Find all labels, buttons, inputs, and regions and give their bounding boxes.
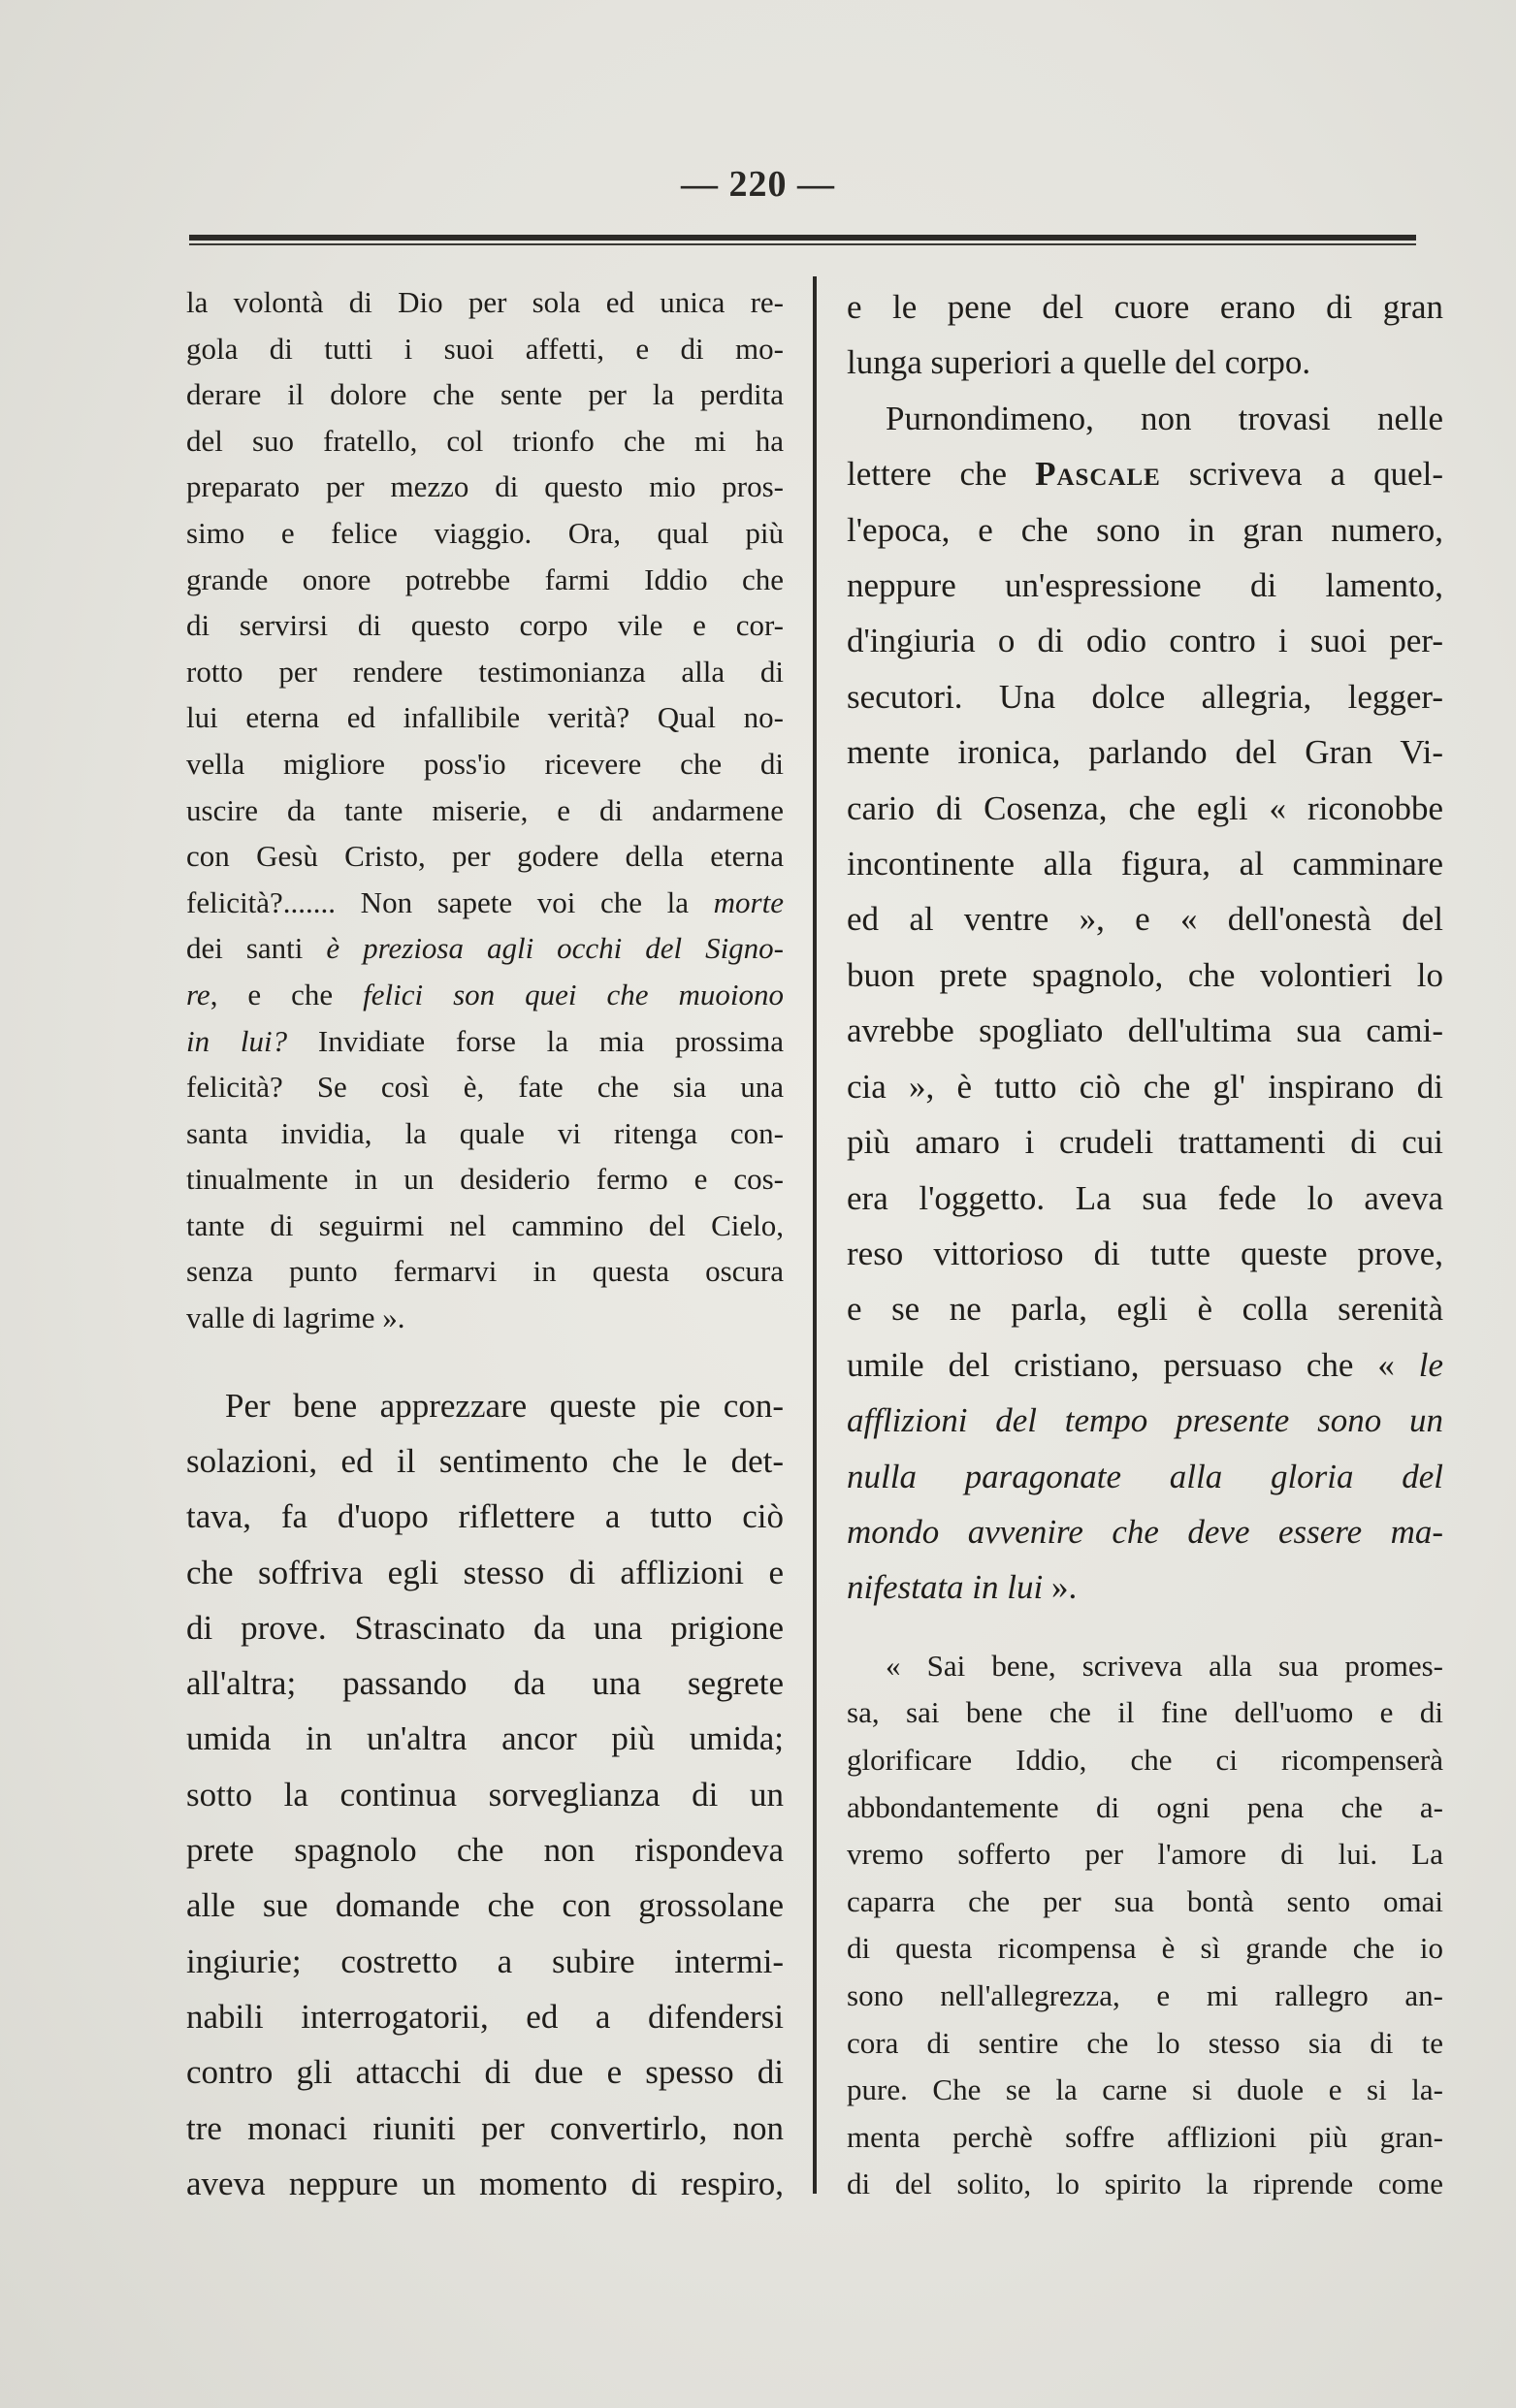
right-column — [847, 279, 1443, 2208]
text-line: sono nell'allegrezza, e mi rallegro an- — [847, 1977, 1443, 2012]
text-line: secutori. Una dolce allegria, legger- — [847, 677, 1443, 716]
text-line: di questa ricompensa è sì grande che io — [847, 1931, 1443, 1966]
italic-text: nifestata in lui — [847, 1568, 1044, 1607]
italic-text: morte — [713, 884, 784, 919]
text-line: tinualmente in un desiderio fermo e cos- — [186, 1162, 784, 1197]
text-line: sotto la continua sorveglianza di un — [186, 1775, 784, 1814]
text-line — [847, 446, 1443, 501]
text-line: incontinente alla figura, al camminare — [847, 845, 1443, 883]
text-line: e le pene del cuore erano di gran — [847, 288, 1443, 326]
text-line: più amaro i crudeli trattamenti di cui — [847, 1123, 1443, 1162]
text-line: lui eterna ed infallibile verità? Qual no- — [186, 700, 784, 735]
italic-text: è preziosa agli occhi del Signo- — [326, 931, 784, 966]
text-line: nabili interrogatorii, ed a difendersi — [186, 1997, 784, 2036]
text-line — [847, 1393, 1443, 1448]
text-line: valle di lagrime ». — [186, 1300, 405, 1335]
italic-text: felici son quei che muoiono — [363, 977, 784, 1011]
text-line: l'epoca, e che sono in gran numero, — [847, 510, 1443, 549]
text-line: cora di sentire che lo stesso sia di te — [847, 2025, 1443, 2060]
text-line — [847, 1504, 1443, 1559]
italic-text: le — [1418, 1345, 1443, 1384]
text-line: del suo fratello, col trionfo che mi ha — [186, 423, 784, 458]
text-line: che soffriva egli stesso di afflizioni e — [186, 1553, 784, 1591]
text-line: reso vittorioso di tutte queste prove, — [847, 1234, 1443, 1272]
text-line: tre monaci riuniti per convertirlo, non — [186, 2108, 784, 2147]
text-line: tava, fa d'uopo riflettere a tutto ciò — [186, 1497, 784, 1536]
text-line: era l'oggetto. La sua fede lo aveva — [847, 1178, 1443, 1217]
text-line: prete spagnolo che non rispondeva — [186, 1831, 784, 1870]
text-run: ». — [1043, 1568, 1078, 1607]
header-rule — [189, 235, 1416, 246]
text-line: simo e felice viaggio. Ora, qual più — [186, 515, 784, 550]
page-number: — 220 — — [681, 164, 835, 205]
header-rule-thick — [189, 235, 1416, 241]
text-line: tante di seguirmi nel cammino del Cielo, — [186, 1207, 784, 1242]
italic-text: mondo avvenire che deve essere ma- — [847, 1512, 1443, 1551]
italic-text: in lui? — [186, 1023, 288, 1058]
text-line: santa invidia, la quale vi ritenga con- — [186, 1115, 784, 1150]
text-run: dei santi — [186, 931, 327, 966]
italic-text: afflizioni del tempo presente sono un — [847, 1401, 1443, 1440]
column-divider — [813, 276, 817, 2194]
text-line: la volontà di Dio per sola ed unica re- — [186, 285, 784, 319]
text-line: pure. Che se la carne si duole e si la- — [847, 2072, 1443, 2107]
text-line: alle sue domande che con grossolane — [186, 1886, 784, 1925]
text-line: uscire da tante miserie, e di andarmene — [186, 792, 784, 827]
text-run: umile del cristiano, persuaso che « — [847, 1345, 1419, 1384]
text-line: Purnondimeno, non trovasi nelle — [886, 399, 1443, 437]
text-line: aveva neppure un momento di respiro, — [186, 2164, 784, 2202]
name-smallcaps: Pascale — [1035, 455, 1161, 494]
text-line: di prove. Strascinato da una prigione — [186, 1608, 784, 1647]
text-line: di servirsi di questo corpo vile e cor- — [186, 608, 784, 643]
left-column — [186, 279, 784, 2211]
text-line: sa, sai bene che il fine dell'uomo e di — [847, 1695, 1443, 1730]
text-line: gola di tutti i suoi affetti, e di mo- — [186, 331, 784, 366]
text-line: lunga superiori a quelle del corpo. — [847, 343, 1311, 382]
text-line: glorificare Iddio, che ci ricompenserà — [847, 1742, 1443, 1777]
text-line: buon prete spagnolo, che volontieri lo — [847, 955, 1443, 994]
text-line: con Gesù Cristo, per godere della eterna — [186, 839, 784, 874]
text-run: Invidiate forse la mia prossima — [287, 1023, 784, 1058]
text-line: cia », è tutto ciò che gl' inspirano di — [847, 1067, 1443, 1106]
text-line: d'ingiuria o di odio contro i suoi per- — [847, 622, 1443, 660]
body-paragraph — [847, 279, 1443, 1616]
text-line: solazioni, ed il sentimento che le det- — [186, 1441, 784, 1480]
text-line: Per bene apprezzare queste pie con- — [225, 1386, 784, 1425]
body-paragraph — [186, 1378, 784, 2211]
text-line — [186, 880, 784, 926]
text-line — [186, 1018, 784, 1065]
text-line: umida in un'altra ancor più umida; — [186, 1719, 784, 1758]
letter-quote-block — [847, 1643, 1443, 2208]
quote-block — [186, 279, 784, 1341]
text-line: senza punto fermarvi in questa oscura — [186, 1254, 784, 1289]
text-line: cario di Cosenza, che egli « riconobbe — [847, 788, 1443, 827]
italic-text: nulla paragonate alla gloria del — [847, 1457, 1443, 1495]
text-line — [186, 925, 784, 972]
text-line: grande onore potrebbe farmi Iddio che — [186, 562, 784, 596]
italic-text: re — [186, 977, 210, 1011]
text-line: abbondantemente di ogni pena che a- — [847, 1789, 1443, 1824]
text-line: mente ironica, parlando del Gran Vi- — [847, 733, 1443, 772]
text-line: all'altra; passando da una segrete — [186, 1664, 784, 1703]
text-line: vella migliore poss'io ricevere che di — [186, 746, 784, 781]
text-line — [186, 972, 784, 1018]
text-line: vremo sofferto per l'amore di lui. La — [847, 1837, 1443, 1872]
text-line: menta perchè soffre afflizioni più gran- — [847, 2119, 1443, 2154]
text-line: caparra che per sua bontà sento omai — [847, 1883, 1443, 1918]
text-line: avrebbe spogliato dell'ultima sua cami- — [847, 1011, 1443, 1050]
text-line: felicità? Se così è, fate che sia una — [186, 1070, 784, 1105]
text-line: rotto per rendere testimonianza alla di — [186, 654, 784, 689]
header-rule-thin — [189, 243, 1416, 245]
text-run: felicità?....... Non sapete voi che la — [186, 884, 714, 919]
text-line: di del solito, lo spirito la riprende come — [847, 2167, 1443, 2201]
text-line: neppure un'espressione di lamento, — [847, 566, 1443, 605]
text-run: , e che — [210, 977, 364, 1011]
text-line — [847, 1337, 1443, 1393]
text-line — [847, 1449, 1443, 1504]
text-line: « Sai bene, scriveva alla sua promes- — [886, 1648, 1443, 1683]
text-line: ingiurie; costretto a subire intermi- — [186, 1942, 784, 1980]
text-line: contro gli attacchi di due e spesso di — [186, 2053, 784, 2092]
text-line: derare il dolore che sente per la perdita — [186, 377, 784, 412]
text-line: preparato per mezzo di questo mio pros- — [186, 469, 784, 504]
text-run: lettere che — [847, 455, 1036, 494]
text-line — [847, 1559, 1443, 1615]
text-line: ed al ventre », e « dell'onestà del — [847, 900, 1443, 939]
text-run: scriveva a quel- — [1160, 455, 1443, 494]
text-line: e se ne parla, egli è colla serenità — [847, 1290, 1443, 1329]
